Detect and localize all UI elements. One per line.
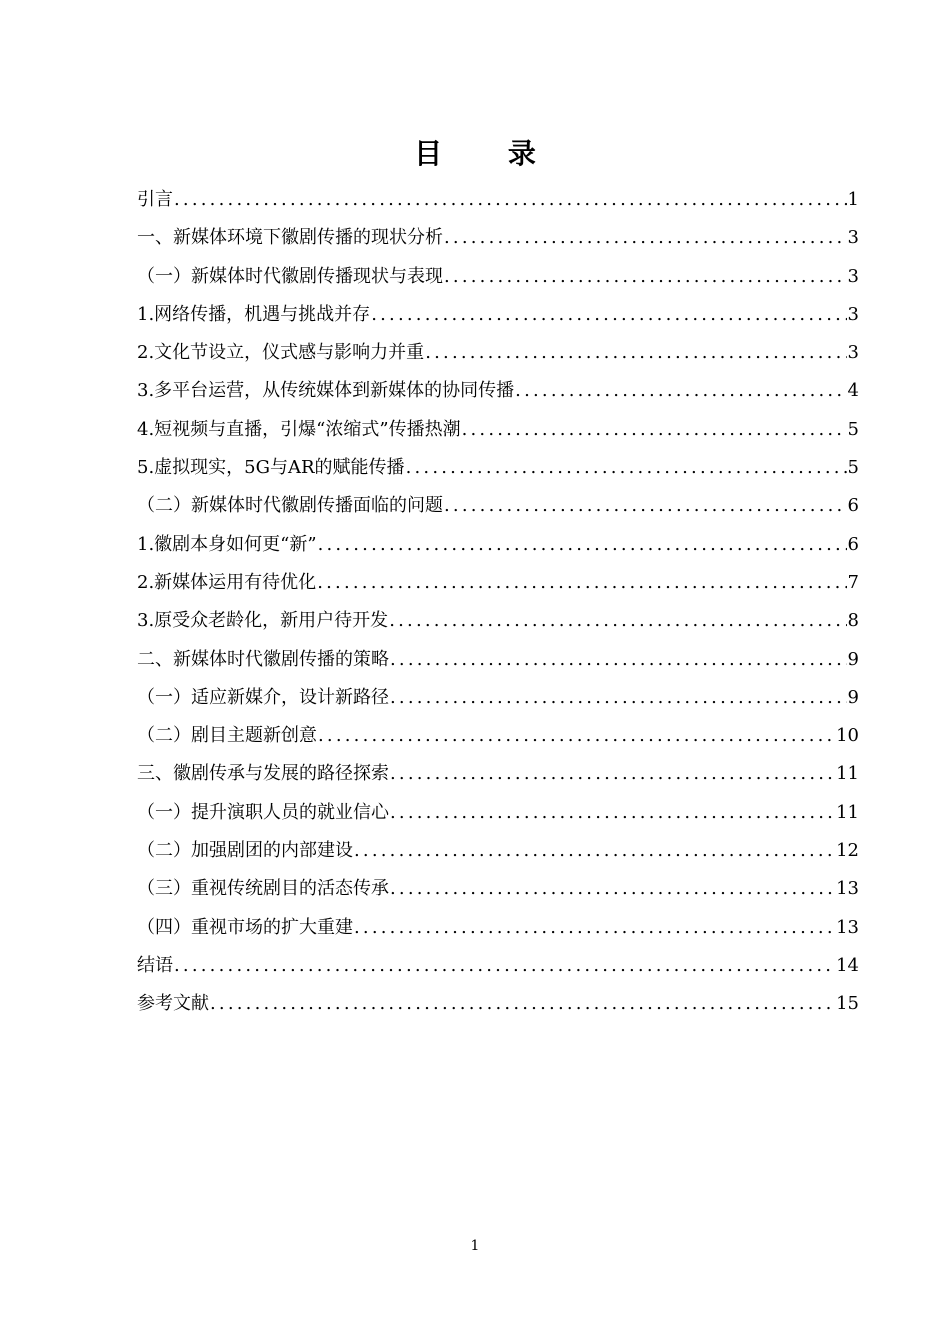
toc-entry[interactable] [137, 487, 859, 525]
toc-dot-leader [390, 794, 835, 832]
toc-entry-text: （三）重视传统剧目的活态传承 [137, 878, 389, 900]
toc-title: 目 录 [414, 137, 564, 170]
toc-entry-text: （二）剧目主题新创意 [137, 725, 317, 747]
toc-dot-leader [390, 870, 835, 908]
toc-dot-leader [462, 411, 847, 449]
toc-dot-leader [444, 258, 847, 296]
toc-entry-text: （一）适应新媒介，设计新路径 [137, 686, 389, 708]
toc-entry-text: 3.多平台运营，从传统媒体到新媒体的协同传播 [137, 380, 515, 402]
toc-entry-page: 12 [836, 840, 859, 862]
toc-entry[interactable] [137, 219, 859, 257]
toc-entry-page: 5 [847, 418, 859, 440]
toc-entry-page: 3 [847, 227, 859, 249]
toc-entry[interactable] [137, 602, 859, 640]
toc-dot-leader [210, 985, 835, 1023]
toc-entry-text: 1.徽剧本身如何更“新” [137, 533, 317, 555]
toc-entry-text: 3.原受众老龄化，新用户待开发 [137, 610, 389, 632]
toc-entry-text: （一）新媒体时代徽剧传播现状与表现 [137, 265, 443, 287]
toc-dot-leader [174, 947, 835, 985]
toc-dot-leader [444, 487, 847, 525]
toc-entry-page: 6 [847, 533, 859, 555]
toc-entry[interactable] [137, 258, 859, 296]
toc-entry[interactable] [137, 870, 859, 908]
toc-entry-text: 2.新媒体运用有待优化 [137, 571, 317, 593]
toc-entry-page: 6 [847, 495, 859, 517]
toc-entry[interactable] [137, 679, 859, 717]
toc-entry-page: 7 [847, 571, 859, 593]
toc-dot-leader [354, 909, 835, 947]
toc-dot-leader [371, 296, 846, 334]
toc-entry-page: 8 [847, 610, 859, 632]
toc-entry-page: 11 [836, 763, 859, 785]
table-of-contents [137, 181, 859, 1024]
toc-entry[interactable] [137, 717, 859, 755]
toc-entry[interactable] [137, 641, 859, 679]
toc-entry-text: 二、新媒体时代徽剧传播的策略 [137, 648, 389, 670]
toc-entry[interactable] [137, 411, 859, 449]
toc-entry[interactable] [137, 794, 859, 832]
toc-dot-leader [390, 641, 847, 679]
toc-entry[interactable] [137, 526, 859, 564]
toc-entry-page: 15 [836, 993, 859, 1015]
toc-entry[interactable] [137, 832, 859, 870]
toc-dot-leader [318, 526, 847, 564]
toc-entry-page: 4 [847, 380, 859, 402]
toc-entry-text: 引言 [137, 189, 173, 210]
toc-entry-text: 三、徽剧传承与发展的路径探索 [137, 763, 389, 785]
toc-entry-text: （二）加强剧团的内部建设 [137, 840, 353, 862]
toc-entry-text: 结语 [137, 954, 173, 976]
toc-entry[interactable] [137, 947, 859, 985]
toc-entry[interactable] [137, 909, 859, 947]
toc-dot-leader [174, 181, 847, 219]
toc-entry-page: 13 [836, 916, 859, 938]
toc-entry[interactable] [137, 181, 859, 219]
toc-entry[interactable] [137, 985, 859, 1023]
toc-entry-text: 参考文献 [137, 993, 209, 1015]
toc-dot-leader [390, 755, 835, 793]
toc-entry-page: 3 [847, 303, 859, 325]
toc-entry-text: 一、新媒体环境下徽剧传播的现状分析 [137, 227, 443, 249]
toc-dot-leader [425, 334, 846, 372]
toc-entry-page: 5 [847, 457, 859, 479]
toc-entry-text: 4.短视频与直播，引爆“浓缩式”传播热潮 [137, 418, 461, 440]
toc-entry-page: 1 [847, 189, 859, 210]
toc-dot-leader [390, 679, 847, 717]
toc-dot-leader [354, 832, 835, 870]
toc-entry-text: 1.网络传播，机遇与挑战并存 [137, 303, 371, 325]
toc-entry[interactable] [137, 334, 859, 372]
toc-dot-leader [515, 372, 846, 410]
page-number: 1 [470, 1238, 480, 1254]
toc-dot-leader [389, 602, 846, 640]
toc-entry-text: 5.虚拟现实，5G与AR的赋能传播 [137, 457, 405, 479]
toc-dot-leader [406, 449, 847, 487]
toc-entry-text: （一）提升演职人员的就业信心 [137, 801, 389, 823]
toc-dot-leader [444, 219, 847, 257]
toc-entry-text: 2.文化节设立，仪式感与影响力并重 [137, 342, 425, 364]
toc-entry-text: （四）重视市场的扩大重建 [137, 916, 353, 938]
toc-entry[interactable] [137, 296, 859, 334]
toc-entry-page: 9 [847, 648, 859, 670]
toc-entry-page: 11 [836, 801, 859, 823]
toc-entry[interactable] [137, 564, 859, 602]
toc-entry[interactable] [137, 449, 859, 487]
toc-entry-page: 3 [847, 342, 859, 364]
toc-dot-leader [317, 564, 846, 602]
toc-entry-page: 9 [847, 686, 859, 708]
toc-dot-leader [318, 717, 835, 755]
toc-entry-page: 10 [836, 725, 859, 747]
toc-entry[interactable] [137, 372, 859, 410]
toc-entry-text: （二）新媒体时代徽剧传播面临的问题 [137, 495, 443, 517]
toc-entry[interactable] [137, 755, 859, 793]
toc-entry-page: 14 [836, 954, 859, 976]
toc-entry-page: 13 [836, 878, 859, 900]
toc-entry-page: 3 [847, 265, 859, 287]
